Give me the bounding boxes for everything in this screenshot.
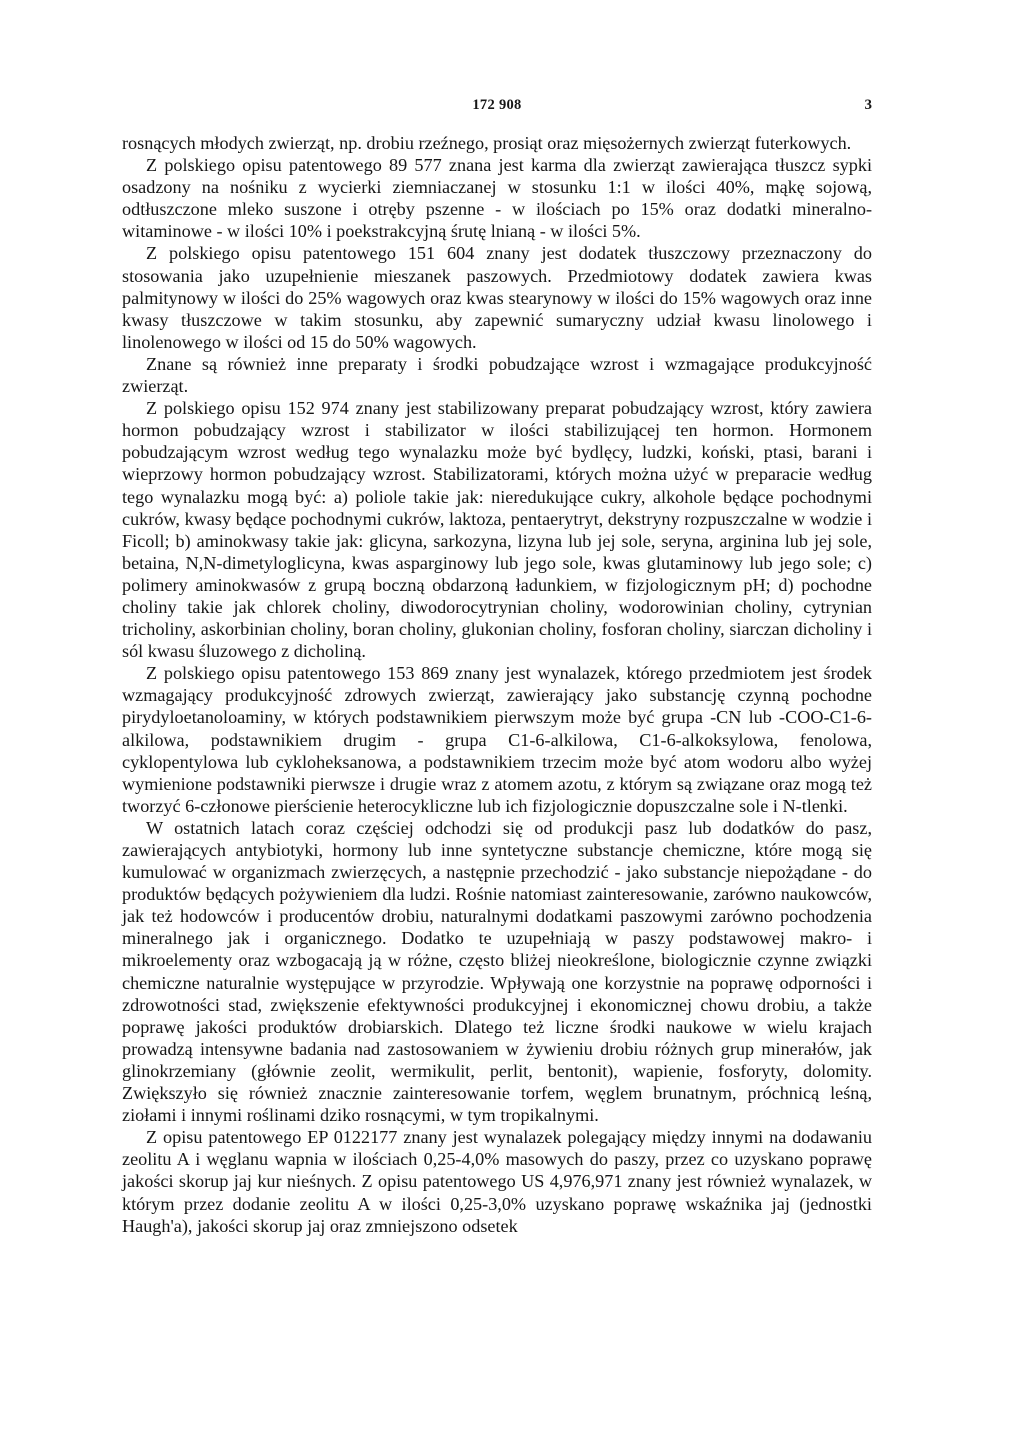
paragraph: Z opisu patentowego EP 0122177 znany jest wynalazek polegający między innymi na dodawaniu zeolitu A i węglanu wapnia w ilościach 0,25-4,0% masowych do paszy, przez co uzyskano poprawę jakości skorup jaj kur nieśnych. Z opisu patentowego US 4,976,971 znany jest również wynalazek, w którym przez dodanie zeolitu A w ilości 0,25-3,0% uzyskano poprawę wskaźnika jaj (jednostki Haugh'a), jakości skorup jaj oraz zmniejszono odsetek <box>122 1127 872 1236</box>
patent-number: 172 908 <box>472 97 522 113</box>
paragraph: Z polskiego opisu 152 974 znany jest stabilizowany preparat pobudzający wzrost, który zawiera hormon pobudzający wzrost i stabilizator w ilości stabilizującej ten hormon. Hormonem pobudzającym wzrost według tego wynalazku może być bydlęcy, ludzki, koński, ptasi, barani i wieprzowy hormon pobudzający wzrost. Stabilizatorami, których można użyć w preparacie według tego wynalazku mogą być: a) poliole takie jak: nieredukujące cukry, alkohole będące pochodnymi cukrów, kwasy będące pochodnymi cukrów, laktoza, pentaerytryt, dekstryny rozpuszczalne w wodzie i Ficoll; b) aminokwasy takie jak: glicyna, sarkozyna, lizyna lub jej sole, seryna, arginina lub jej sole, betaina, N,N-dimetyloglicyna, kwas asparginowy lub jego sole, kwas glutaminowy lub jego sole; c) polimery aminokwasów z grupą boczną obdarzoną ładunkiem, w fizjologicznym pH; d) pochodne choliny takie jak chlorek choliny, diwodorocytrynian choliny, wodorowinian choliny, cytrynian tricholiny, askorbinian choliny, boran choliny, glukonian choliny, fosforan choliny, siarczan dicholiny i sól kwasu śluzowego z dicholiną. <box>122 398 872 662</box>
page-header <box>122 97 872 119</box>
body-text <box>122 132 872 1237</box>
paragraph: Z polskiego opisu patentowego 89 577 znana jest karma dla zwierząt zawierająca tłuszcz sypki osadzony na nośniku z wycierki ziemniaczanej w stosunku 1:1 w ilości 40%, mąkę sojową, odtłuszczone mleko suszone i otręby pszenne - w ilościach po 15% oraz dodatki mineralno-witaminowe - w ilości 10% i poekstrakcyjną śrutę lnianą - w ilości 5%. <box>122 155 872 242</box>
page-number: 3 <box>864 97 872 113</box>
paragraph: Z polskiego opisu patentowego 151 604 znany jest dodatek tłuszczowy przeznaczony do stosowania jako uzupełnienie mieszanek paszowych. Przedmiotowy dodatek zawiera kwas palmitynowy w ilości do 25% wagowych oraz kwas stearynowy w ilości do 15% wagowych oraz inne kwasy tłuszczowe w takim stosunku, aby zapewnić sumaryczny udział kwasu linolowego i linolenowego w ilości od 15 do 50% wagowych. <box>122 243 872 352</box>
paragraph: rosnących młodych zwierząt, np. drobiu rzeźnego, prosiąt oraz mięsożernych zwierząt futerkowych. <box>122 133 852 153</box>
paragraph: Znane są również inne preparaty i środki pobudzające wzrost i wzmagające produkcyjność zwierząt. <box>122 353 872 397</box>
paragraph: Z polskiego opisu patentowego 153 869 znany jest wynalazek, którego przedmiotem jest środek wzmagający produkcyjność zdrowych zwierząt, zawierający jako substancję czynną pochodne pirydyloetanoloaminy, w których podstawnikiem pierwszym może być grupa -CN lub -COO-C1-6-alkilowa, podstawnikiem drugim - grupa C1-6-alkilowa, C1-6-alkoksylowa, fenolowa, cyklopentylowa lub cykloheksanowa, a podstawnikiem trzecim może być atom wodoru albo wyżej wymienione podstawniki pierwsze i drugie wraz z atomem azotu, z którym są związane oraz mogą też tworzyć 6-członowe pierścienie heterocykliczne lub ich fizjologicznie dopuszczalne sole i N-tlenki. <box>122 663 872 816</box>
paragraph: W ostatnich latach coraz częściej odchodzi się od produkcji pasz lub dodatków do pasz, zawierających antybiotyki, hormony lub inne syntetyczne substancje chemiczne, które mogą się kumulować w organizmach zwierzęcych, a następnie przechodzić - jako substancje niepożądane - do produktów będących pożywieniem dla ludzi. Rośnie natomiast zainteresowanie, zarówno naukowców, jak też hodowców i producentów drobiu, naturalnymi dodatkami paszowymi zarówno pochodzenia mineralnego jak i organicznego. Dodatko te uzupełniają w paszy podstawowej makro- i mikroelementy oraz wzbogacają ją w różne, często bliżej nieokreślone, biologicznie czynne związki chemiczne naturalnie występujące w przyrodzie. Wpływają one korzystnie na poprawę odporności i zdrowotności stad, zwiększenie efektywności produkcyjnej i ekonomicznej chowu drobiu, a także poprawę jakości produktów drobiarskich. Dlatego też liczne środki naukowe w wielu krajach prowadzą intensywne badania nad zastosowaniem w żywieniu drobiu różnych grup minerałów, jak glinokrzemiany (głównie zeolit, wermikulit, perlit, bentonit), wapienie, fosforyty, dolomity. Zwiększyło się również znacznie zainteresowanie torfem, węglem brunatnym, próchnicą leśną, ziołami i innymi roślinami dziko rosnącymi, w tym tropikalnymi. <box>122 817 872 1126</box>
